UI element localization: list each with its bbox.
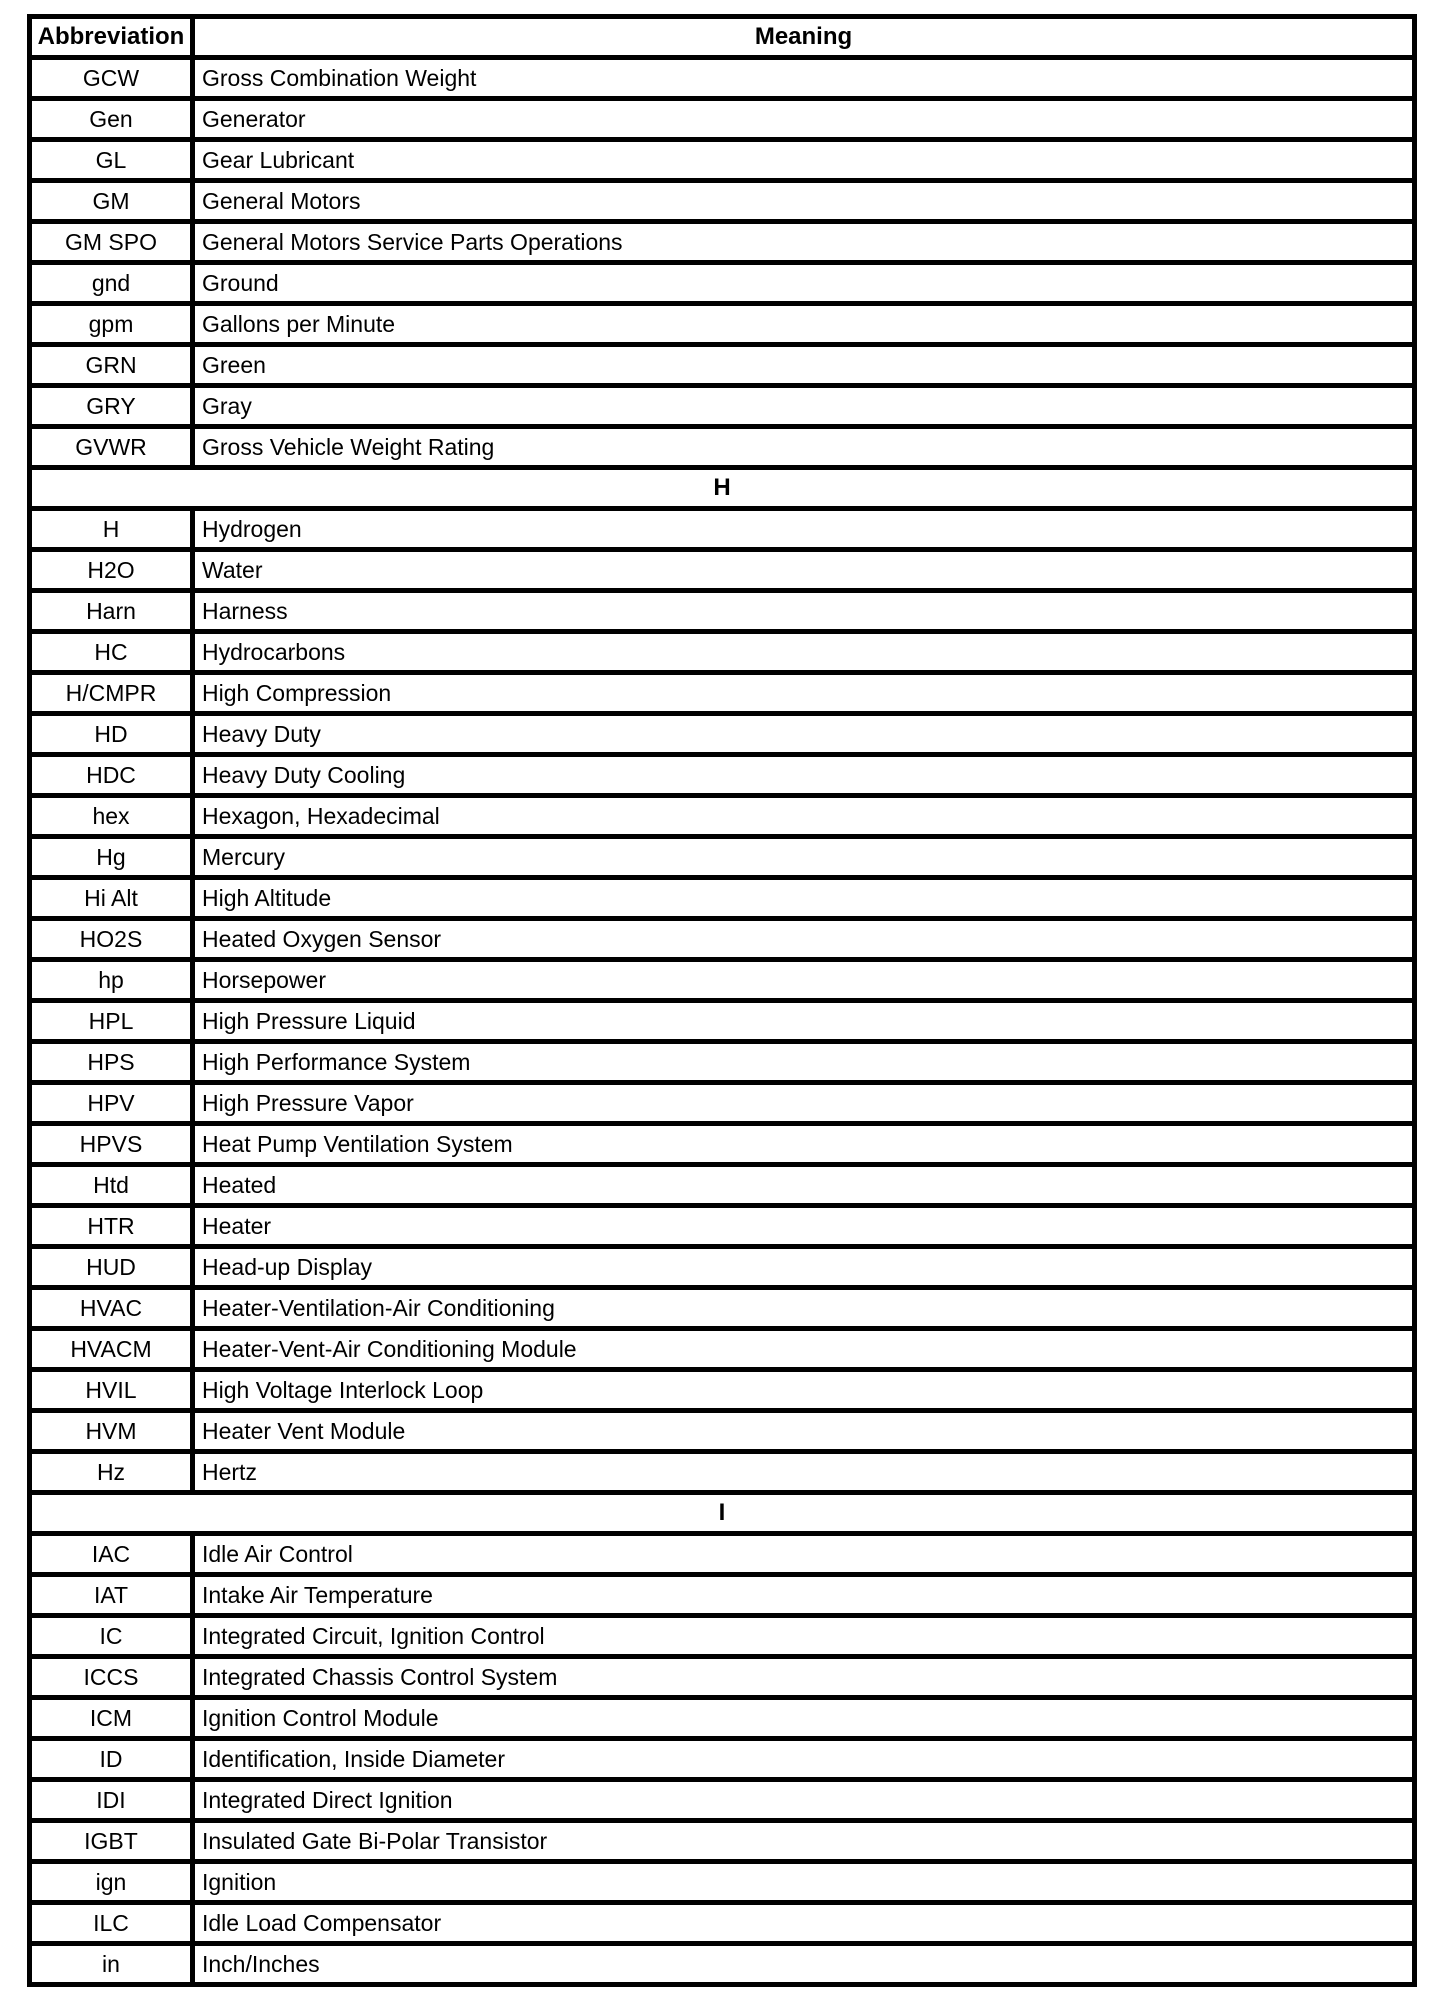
meaning-cell: Heavy Duty Cooling (193, 755, 1415, 796)
abbreviation-cell: HVAC (30, 1288, 193, 1329)
abbreviation-cell: HVM (30, 1411, 193, 1452)
abbreviation-cell: H/CMPR (30, 673, 193, 714)
table-row (30, 1534, 1415, 1575)
meaning-cell: Gallons per Minute (193, 304, 1415, 345)
table-row (30, 1944, 1415, 1985)
meaning-cell: Head-up Display (193, 1247, 1415, 1288)
meaning-cell: Horsepower (193, 960, 1415, 1001)
abbreviation-cell: IAT (30, 1575, 193, 1616)
meaning-cell: Hertz (193, 1452, 1415, 1493)
table-row (30, 99, 1415, 140)
abbreviation-cell: HPS (30, 1042, 193, 1083)
abbreviation-cell: hp (30, 960, 193, 1001)
abbreviation-cell: HDC (30, 755, 193, 796)
table-row (30, 837, 1415, 878)
meaning-cell: Hydrogen (193, 509, 1415, 550)
abbreviation-cell: GCW (30, 58, 193, 99)
table-row (30, 550, 1415, 591)
table-row (30, 345, 1415, 386)
abbreviation-cell: IC (30, 1616, 193, 1657)
abbreviation-cell: hex (30, 796, 193, 837)
header-row (30, 17, 1415, 58)
abbreviation-cell: H2O (30, 550, 193, 591)
meaning-cell: Heat Pump Ventilation System (193, 1124, 1415, 1165)
abbreviation-cell: in (30, 1944, 193, 1985)
meaning-cell: Identification, Inside Diameter (193, 1739, 1415, 1780)
meaning-cell: Heated Oxygen Sensor (193, 919, 1415, 960)
abbreviation-cell: Gen (30, 99, 193, 140)
meaning-cell: Intake Air Temperature (193, 1575, 1415, 1616)
abbreviation-cell: HD (30, 714, 193, 755)
meaning-cell: High Voltage Interlock Loop (193, 1370, 1415, 1411)
meaning-cell: Inch/Inches (193, 1944, 1415, 1985)
abbreviation-cell: IAC (30, 1534, 193, 1575)
meaning-cell: Gear Lubricant (193, 140, 1415, 181)
meaning-cell: Water (193, 550, 1415, 591)
abbreviation-cell: HTR (30, 1206, 193, 1247)
table-row (30, 919, 1415, 960)
abbreviation-cell: ID (30, 1739, 193, 1780)
table-row (30, 181, 1415, 222)
abbreviation-cell: Harn (30, 591, 193, 632)
abbreviation-cell: GM (30, 181, 193, 222)
meaning-cell: Ignition Control Module (193, 1698, 1415, 1739)
table-row (30, 591, 1415, 632)
abbreviation-cell: ILC (30, 1903, 193, 1944)
column-header-meaning: Meaning (193, 17, 1415, 58)
meaning-cell: Heater (193, 1206, 1415, 1247)
meaning-cell: High Compression (193, 673, 1415, 714)
table-row (30, 1780, 1415, 1821)
meaning-cell: High Pressure Liquid (193, 1001, 1415, 1042)
table-row (30, 1124, 1415, 1165)
table-row (30, 1821, 1415, 1862)
abbreviation-cell: Htd (30, 1165, 193, 1206)
abbreviation-cell: GRY (30, 386, 193, 427)
table-row (30, 58, 1415, 99)
abbreviation-cell: gpm (30, 304, 193, 345)
table-row (30, 509, 1415, 550)
section-header-letter: I (30, 1493, 1415, 1534)
meaning-cell: High Pressure Vapor (193, 1083, 1415, 1124)
abbreviation-cell: gnd (30, 263, 193, 304)
table-row (30, 1575, 1415, 1616)
table-row (30, 1001, 1415, 1042)
meaning-cell: Gray (193, 386, 1415, 427)
abbreviation-cell: GM SPO (30, 222, 193, 263)
abbreviation-cell: Hg (30, 837, 193, 878)
abbreviation-cell: HPVS (30, 1124, 193, 1165)
table-row (30, 1452, 1415, 1493)
table-row (30, 304, 1415, 345)
meaning-cell: Gross Combination Weight (193, 58, 1415, 99)
meaning-cell: Heavy Duty (193, 714, 1415, 755)
table-row (30, 878, 1415, 919)
abbreviation-cell: HUD (30, 1247, 193, 1288)
abbreviation-cell: ICM (30, 1698, 193, 1739)
meaning-cell: Integrated Chassis Control System (193, 1657, 1415, 1698)
meaning-cell: Idle Air Control (193, 1534, 1415, 1575)
table-row (30, 1042, 1415, 1083)
meaning-cell: Heater-Vent-Air Conditioning Module (193, 1329, 1415, 1370)
table-row (30, 1698, 1415, 1739)
table-row (30, 755, 1415, 796)
meaning-cell: Green (193, 345, 1415, 386)
abbreviation-cell: Hz (30, 1452, 193, 1493)
meaning-cell: Heater Vent Module (193, 1411, 1415, 1452)
meaning-cell: Integrated Direct Ignition (193, 1780, 1415, 1821)
abbreviation-cell: HVIL (30, 1370, 193, 1411)
table-row (30, 1657, 1415, 1698)
section-header-row (30, 1493, 1415, 1534)
abbreviation-cell: HPV (30, 1083, 193, 1124)
meaning-cell: General Motors (193, 181, 1415, 222)
meaning-cell: Generator (193, 99, 1415, 140)
table-row (30, 1370, 1415, 1411)
meaning-cell: Heater-Ventilation-Air Conditioning (193, 1288, 1415, 1329)
table-row (30, 796, 1415, 837)
meaning-cell: Gross Vehicle Weight Rating (193, 427, 1415, 468)
meaning-cell: High Altitude (193, 878, 1415, 919)
abbreviation-cell: HPL (30, 1001, 193, 1042)
meaning-cell: General Motors Service Parts Operations (193, 222, 1415, 263)
table-row (30, 1083, 1415, 1124)
table-row (30, 1288, 1415, 1329)
abbreviation-table (27, 14, 1417, 1987)
meaning-cell: Mercury (193, 837, 1415, 878)
abbreviation-cell: GL (30, 140, 193, 181)
meaning-cell: Insulated Gate Bi-Polar Transistor (193, 1821, 1415, 1862)
abbreviation-cell: ICCS (30, 1657, 193, 1698)
section-header-letter: H (30, 468, 1415, 509)
table-row (30, 1247, 1415, 1288)
table-row (30, 673, 1415, 714)
table-row (30, 1616, 1415, 1657)
table-row (30, 222, 1415, 263)
abbreviation-cell: H (30, 509, 193, 550)
abbreviation-cell: ign (30, 1862, 193, 1903)
abbreviation-cell: Hi Alt (30, 878, 193, 919)
abbreviation-cell: GVWR (30, 427, 193, 468)
table-row (30, 386, 1415, 427)
meaning-cell: Idle Load Compensator (193, 1903, 1415, 1944)
abbreviation-cell: IGBT (30, 1821, 193, 1862)
table-row (30, 1862, 1415, 1903)
section-header-row (30, 468, 1415, 509)
meaning-cell: Integrated Circuit, Ignition Control (193, 1616, 1415, 1657)
column-header-abbreviation: Abbreviation (30, 17, 193, 58)
table-row (30, 427, 1415, 468)
table-row (30, 1165, 1415, 1206)
abbreviation-cell: GRN (30, 345, 193, 386)
table-row (30, 960, 1415, 1001)
table-row (30, 1329, 1415, 1370)
table-row (30, 263, 1415, 304)
meaning-cell: Ground (193, 263, 1415, 304)
table-row (30, 140, 1415, 181)
table-row (30, 632, 1415, 673)
abbreviation-cell: IDI (30, 1780, 193, 1821)
table-row (30, 1903, 1415, 1944)
abbreviation-cell: HVACM (30, 1329, 193, 1370)
meaning-cell: Harness (193, 591, 1415, 632)
meaning-cell: Hydrocarbons (193, 632, 1415, 673)
table-row (30, 714, 1415, 755)
table-row (30, 1206, 1415, 1247)
meaning-cell: High Performance System (193, 1042, 1415, 1083)
table-row (30, 1411, 1415, 1452)
table-row (30, 1739, 1415, 1780)
abbreviation-cell: HC (30, 632, 193, 673)
meaning-cell: Ignition (193, 1862, 1415, 1903)
table-body (30, 58, 1415, 1985)
meaning-cell: Heated (193, 1165, 1415, 1206)
abbreviation-cell: HO2S (30, 919, 193, 960)
meaning-cell: Hexagon, Hexadecimal (193, 796, 1415, 837)
